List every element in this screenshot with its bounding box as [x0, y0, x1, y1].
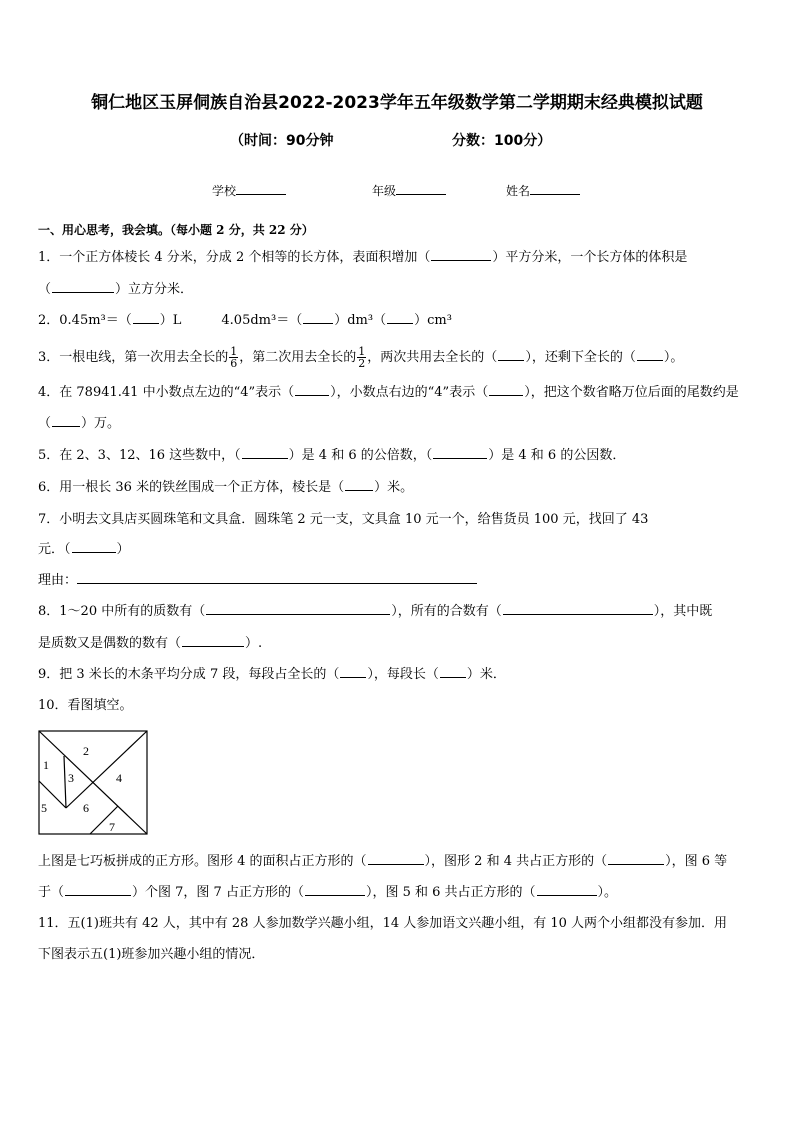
q1-blank-1[interactable] [431, 248, 491, 261]
q2-blank-1[interactable] [133, 311, 159, 324]
tangram-label-7: 7 [109, 820, 115, 834]
q9-text: ）米． [466, 667, 506, 682]
q8-blank-3[interactable] [182, 634, 244, 647]
q2-text: ）cm³ [414, 313, 452, 328]
q8-text: ）. [245, 636, 263, 651]
question-11-line-2: 下图表示五(1)班参加兴趣小组的情况． [38, 947, 265, 962]
q5-blank-1[interactable] [242, 446, 288, 459]
q7-text: 元．（ [38, 542, 71, 557]
q2-blank-3[interactable] [387, 311, 413, 324]
q5-text: ）是 4 和 6 的公倍数，（ [288, 448, 433, 463]
fraction-one-half [357, 346, 366, 369]
q2-text: 4.05dm³＝（ [221, 313, 303, 328]
q10-text: ），图 6 等 [665, 854, 728, 869]
q6-text: 6．用一根长 36 米的铁丝围成一个正方体，棱长是（ [38, 480, 345, 495]
name-label: 姓名 [506, 184, 531, 198]
page-title: 铜仁地区玉屏侗族自治县2022-2023学年五年级数学第二学期期末经典模拟试题 [91, 93, 703, 113]
question-4-line-2 [38, 414, 756, 434]
q1-text: ）平方分米，一个长方体的体积是 [492, 250, 688, 265]
q10-blank-3[interactable] [65, 883, 131, 896]
name-field [506, 182, 580, 199]
q4-text: ），把这个数省略万位后面的尾数约是 [524, 385, 739, 400]
question-6 [38, 478, 756, 498]
reason-blank[interactable] [77, 571, 477, 584]
question-8-line-2 [38, 634, 756, 654]
grade-field [372, 182, 446, 199]
tangram-label-3: 3 [68, 771, 74, 785]
q3-text: ，两次共用去全长的（ [367, 350, 498, 365]
question-3 [38, 346, 756, 369]
q8-blank-2[interactable] [503, 602, 653, 615]
q3-text: ，第二次用去全长的 [239, 350, 357, 365]
q10-text: 上图是七巧板拼成的正方形。图形 4 的面积占正方形的（ [38, 854, 367, 869]
q4-text: （ [38, 416, 52, 431]
tangram-label-5: 5 [41, 801, 47, 815]
question-2 [38, 311, 756, 331]
q3-blank-2[interactable] [637, 348, 663, 361]
tangram-line [64, 756, 66, 808]
q10-text: 于（ [38, 885, 65, 900]
question-10-line-1 [38, 852, 756, 872]
q8-text: ），所有的合数有（ [391, 604, 502, 619]
q10-text: ），图 5 和 6 共占正方形的（ [365, 885, 536, 900]
q9-blank-2[interactable] [440, 665, 466, 678]
school-field [212, 182, 286, 199]
q9-blank-1[interactable] [340, 665, 366, 678]
q10-text: ）。 [597, 885, 618, 900]
q2-text: 2．0.45m³＝（ [38, 313, 132, 328]
fraction-numerator: 1 [358, 345, 366, 358]
fraction-denominator: 2 [358, 357, 366, 370]
q7-blank[interactable] [72, 540, 116, 553]
q1-text: ）立方分米． [115, 282, 194, 297]
q4-text: ），小数点右边的“4”表示（ [330, 385, 489, 400]
tangram-label-2: 2 [83, 744, 89, 758]
q3-text: 3．一根电线，第一次用去全长的 [38, 350, 229, 365]
q3-text: ）。 [663, 350, 684, 365]
reason-label: 理由： [38, 573, 78, 588]
q4-blank-3[interactable] [52, 414, 80, 427]
q2-text: ）dm³（ [334, 313, 387, 328]
grade-blank[interactable] [396, 182, 446, 195]
question-7-line-2 [38, 540, 756, 560]
q10-blank-5[interactable] [537, 883, 597, 896]
school-blank[interactable] [236, 182, 286, 195]
q1-text: 1．一个正方体棱长 4 分米，分成 2 个相等的长方体，表面积增加（ [38, 250, 431, 265]
exam-score: 分数：100分） [452, 133, 552, 149]
tangram-label-4: 4 [116, 771, 122, 785]
q1-text: （ [38, 282, 52, 297]
school-label: 学校 [212, 184, 237, 198]
name-blank[interactable] [530, 182, 580, 195]
q4-text: ）万。 [81, 416, 121, 431]
question-10-intro: 10．看图填空。 [38, 698, 133, 713]
q4-blank-1[interactable] [295, 383, 329, 396]
question-9 [38, 665, 756, 685]
q6-blank[interactable] [345, 478, 373, 491]
question-7-line-1 [38, 510, 756, 530]
question-1-line-2 [38, 280, 756, 300]
question-8-line-1 [38, 602, 756, 622]
fraction-one-sixth [229, 346, 238, 369]
fraction-numerator: 1 [230, 345, 238, 358]
q8-text: 8．1～20 中所有的质数有（ [38, 604, 206, 619]
q9-text: ），每段长（ [367, 667, 439, 682]
q5-text: 5．在 2、3、12、16 这些数中，（ [38, 448, 241, 463]
question-4-line-1 [38, 383, 756, 403]
q3-text: ），还剩下全长的（ [525, 350, 636, 365]
q2-blank-2[interactable] [303, 311, 333, 324]
question-11-line-1: 11．五(1)班共有 42 人，其中有 28 人参加数学兴趣小组，14 人参加语文兴趣小组，有 10 人两个小组都没有参加．用 [38, 916, 728, 931]
exam-time: （时间：90分钟 [230, 133, 334, 149]
q8-blank-1[interactable] [206, 602, 390, 615]
q10-blank-2[interactable] [608, 852, 664, 865]
q4-text: 4．在 78941.41 中小数点左边的“4”表示（ [38, 385, 295, 400]
question-10-line-2 [38, 883, 756, 903]
fraction-denominator: 6 [230, 357, 238, 370]
q4-blank-2[interactable] [489, 383, 523, 396]
grade-label: 年级 [372, 184, 397, 198]
q10-text: ）个图 7，图 7 占正方形的（ [132, 885, 304, 900]
question-1-line-1 [38, 248, 756, 268]
q9-text: 9．把 3 米长的木条平均分成 7 段，每段占全长的（ [38, 667, 340, 682]
question-5 [38, 446, 756, 466]
q5-text: ）是 4 和 6 的公因数． [488, 448, 626, 463]
tangram-label-6: 6 [83, 801, 89, 815]
q8-text: ），其中既 [653, 604, 713, 619]
q7-text: ） [116, 542, 130, 557]
q5-blank-2[interactable] [433, 446, 487, 459]
q1-blank-2[interactable] [52, 280, 114, 293]
question-7-reason [38, 571, 756, 591]
q10-blank-4[interactable] [305, 883, 365, 896]
q2-text: ）L [159, 313, 182, 328]
tangram-line [66, 731, 147, 808]
tangram-label-1: 1 [43, 758, 49, 772]
q7-text: 7．小明去文具店买圆珠笔和文具盒．圆珠笔 2 元一支，文具盒 10 元一个，给售货员 100 元，找回了 43 [38, 512, 649, 527]
q10-text: ），图形 2 和 4 共占正方形的（ [424, 854, 608, 869]
tangram-figure [38, 730, 150, 836]
q3-blank-1[interactable] [498, 348, 524, 361]
section-heading: 一、用心思考，我会填。（每小题 2 分，共 22 分） [38, 223, 314, 237]
q10-blank-1[interactable] [368, 852, 424, 865]
q8-text: 是质数又是偶数的数有（ [38, 636, 182, 651]
q6-text: ）米。 [374, 480, 414, 495]
